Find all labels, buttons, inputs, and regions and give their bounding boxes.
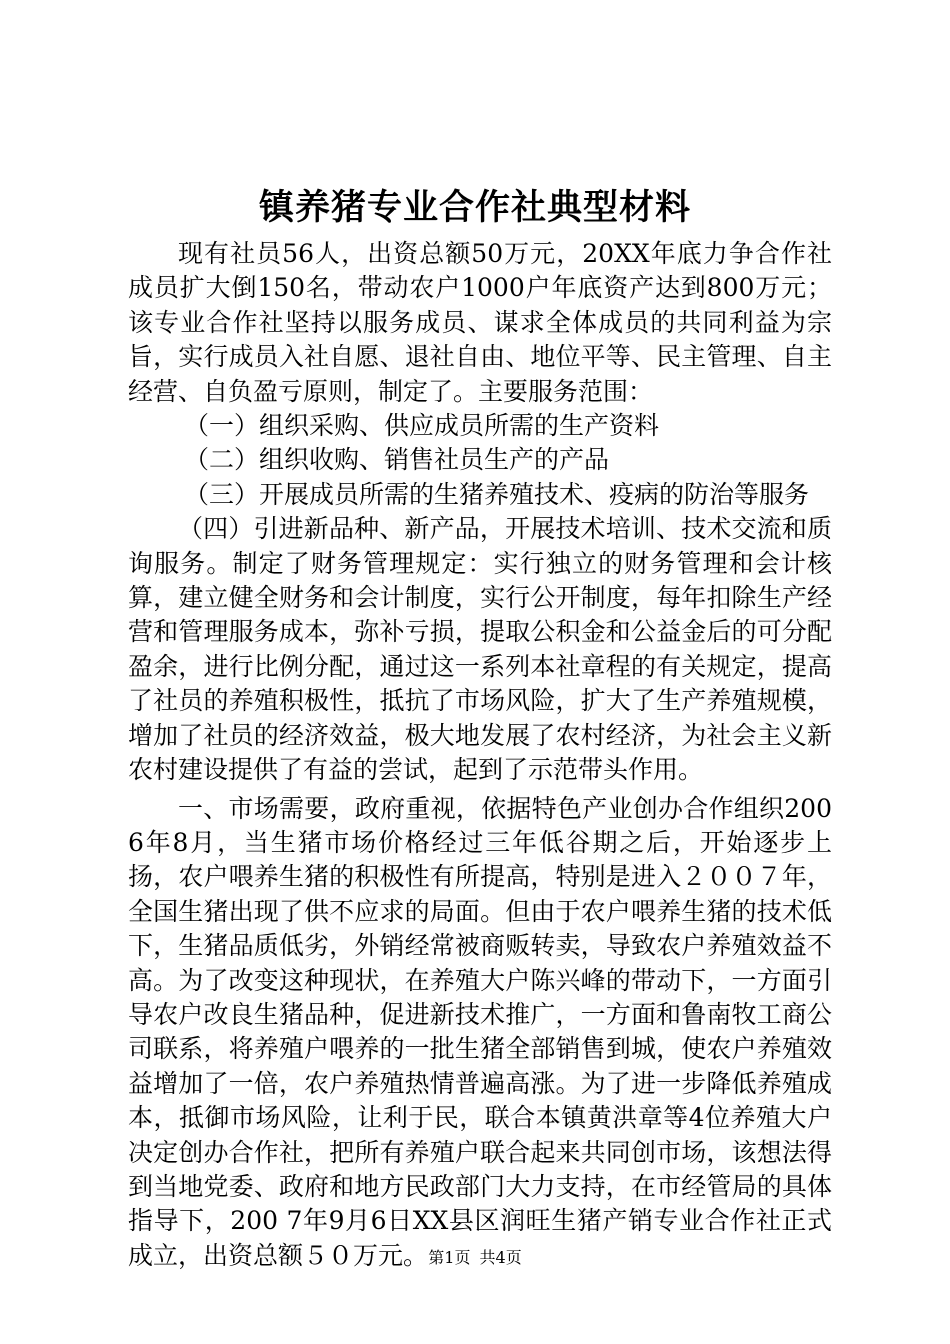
page-number-total: 共4页 xyxy=(479,1248,522,1267)
page-footer xyxy=(0,1247,950,1269)
paragraph-service-4: （四）引进新品种、新产品，开展技术培训、技术交流和质询服务。制定了财务管理规定：实行独立的财务管理和会计核算，建立健全财务和会计制度，实行公开制度，每年扣除生产经营和管理服务成本，弥补亏损，提取公积金和公益金后的可分配盈余，进行比例分配，通过这一系列本社章程的有关规定，提高了社员的养殖积极性，抵抗了市场风险，扩大了生产养殖规模，增加了社员的经济效益，极大地发展了农村经济，为社会主义新农村建设提供了有益的尝试，起到了示范带头作用。 xyxy=(128,514,832,785)
page-number-current: 第1页 xyxy=(428,1248,471,1267)
document-body xyxy=(128,237,832,1273)
paragraph-service-3: （三）开展成员所需的生猪养殖技术、疫病的防治等服务 xyxy=(184,479,810,509)
document-title: 镇养猪专业合作社典型材料 xyxy=(258,187,691,228)
paragraph-service-1: （一）组织采购、供应成员所需的生产资料 xyxy=(184,411,660,441)
paragraph-section-1: 一、市场需要，政府重视，依据特色产业创办合作组织200 6年8月，当生猪市场价格经过三年低谷期之后，开始逐步上扬，农户喂养生猪的积极性有所提高，特别是进入２００７年，全国生猪出现了供不应求的局面。但由于农户喂养生猪的技术低下，生猪品质低劣，外销经常被商贩转卖，导致农户养殖效益不高。为了改变这种现状，在养殖大户陈兴峰的带动下，一方面引导农户改良生猪品种，促进新技术推广，一方面和鲁南牧工商公司联系，将养殖户喂养的一批生猪全部销售到城，使农户养殖效益增加了一倍，农户养殖热情普遍高涨。为了进一步降低养殖成本，抵御市场风险，让利于民，联合本镇黄洪章等4位养殖大户决定创办合作社，把所有养殖户联合起来共同创市场，该想法得到当地党委、政府和地方民政部门大力支持，在市经管局的具体指导下，200 7年9月6日XX县区润旺生猪产销专业合作社正式成立，出资总额５０万元。 xyxy=(128,793,832,1270)
paragraph-service-2: （二）组织收购、销售社员生产的产品 xyxy=(184,445,610,475)
paragraph-intro: 现有社员56人，出资总额50万元，20XX年底力争合作社成员扩大倒150名，带动农户1000户年底资产达到800万元；该专业合作社坚持以服务成员、谋求全体成员的共同利益为宗旨，实行成员入社自愿、退社自由、地位平等、民主管理、自主经营、自负盈亏原则，制定了。主要服务范围： xyxy=(128,239,832,406)
